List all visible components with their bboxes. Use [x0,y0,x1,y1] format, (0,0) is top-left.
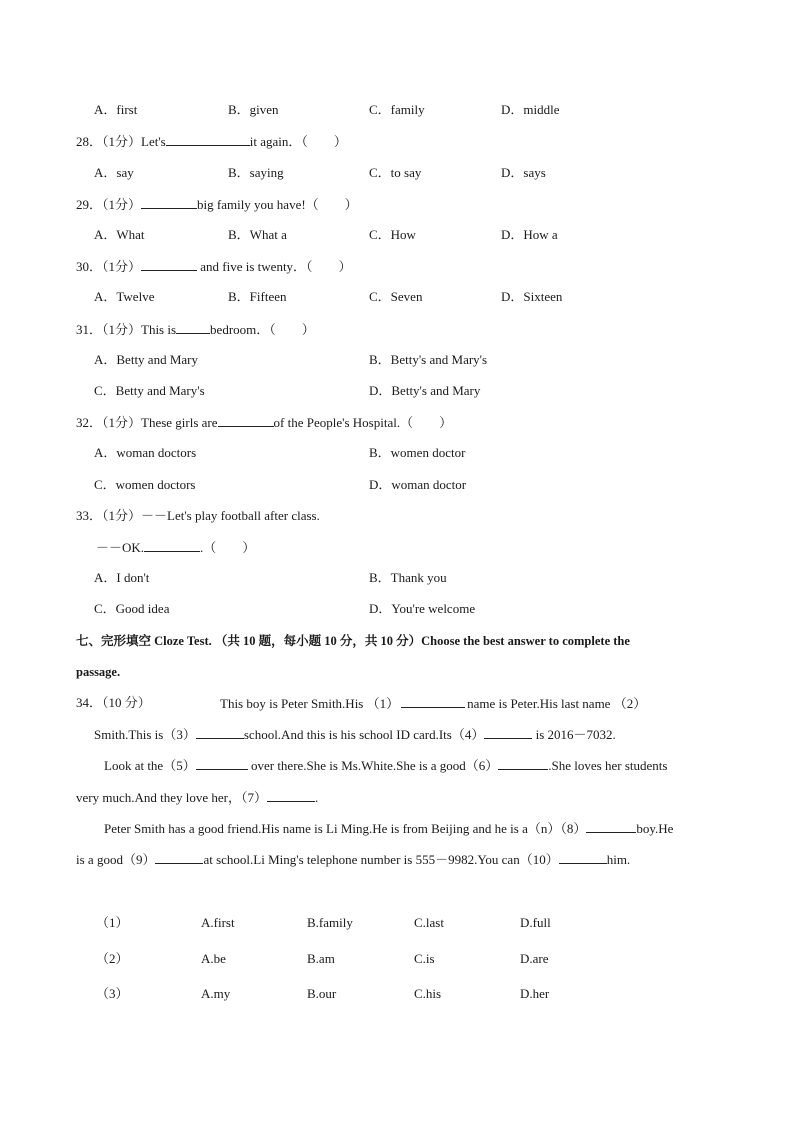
question-33-reply [96,539,255,556]
q29-option-a: A．What [94,227,145,242]
passage-text: name is Peter.His last name （2） [467,696,647,711]
answer-blank [141,258,197,271]
answer-option-b: B.our [307,986,337,1001]
q27-option-b: B．given [228,102,279,117]
question-33: 33．（1分）－－Let's play football after class. [76,508,320,523]
section-7-heading: 七、完形填空 Cloze Test. （共 10 题，每小题 10 分，共 10 分）Choose the best answer to complete the [76,634,630,648]
q34-line-6 [76,851,630,868]
question-29-stem: 29．（1分） [76,197,142,212]
q33-option-d: D．You're welcome [369,601,476,616]
passage-text: .She loves her students [548,758,668,773]
q27-option-c: C．family [369,102,425,117]
q31-option-a: A．Betty and Mary [94,352,198,367]
answer-option-c: C.is [414,951,435,966]
answer-blank [166,133,250,146]
q34-line-5 [104,820,673,837]
answer-row-number: （1） [96,915,129,930]
passage-text: . [314,790,319,805]
q34-number: 34．（10 分） [76,695,151,710]
question-33-reply-text: －－OK. [96,540,145,555]
answer-blank [586,820,636,833]
q30-option-b: B．Fifteen [228,289,287,304]
answer-option-d: D.full [520,915,551,930]
answer-option-a: A.be [201,951,226,966]
answer-row-number: （2） [96,951,129,966]
q34-line-4 [76,789,318,806]
passage-text: This boy is Peter Smith.His （1） [220,696,400,711]
answer-blank [196,757,248,770]
q28-option-a: A．say [94,165,134,180]
answer-option-b: B.family [307,915,353,930]
answer-blank [176,321,210,334]
passage-text: boy.He [636,821,674,836]
q34-line-2 [94,726,616,743]
q34-line-1 [76,695,151,711]
answer-blank [155,851,203,864]
q34-line-1-text [220,695,646,712]
section-7-heading-cont: passage. [76,665,121,679]
answer-option-a: A.first [201,915,235,930]
answer-option-d: D.are [520,951,549,966]
question-30-tail: and five is twenty．（ ） [197,259,352,274]
answer-blank [196,726,244,739]
passage-text: school.And this is his school ID card.Its（4） [243,727,485,742]
q31-option-b: B．Betty's and Mary's [369,352,488,367]
answer-blank [267,789,315,802]
passage-text: Look at the（5） [104,758,196,773]
q33-option-c: C．Good idea [94,601,170,616]
question-32 [76,414,452,431]
answer-blank [401,695,465,708]
answer-blank [484,726,532,739]
q27-option-d: D．middle [501,102,560,117]
passage-text: very much.And they love her，（7） [76,790,267,805]
answer-option-a: A.my [201,986,231,1001]
q33-option-b: B．Thank you [369,570,447,585]
q31-option-c: C．Betty and Mary's [94,383,205,398]
passage-text: is 2016－7032. [532,727,616,742]
answer-row-number: （3） [96,986,129,1001]
q29-option-d: D．How a [501,227,558,242]
answer-option-b: B.am [307,951,335,966]
q29-option-c: C．How [369,227,416,242]
q28-option-c: C．to say [369,165,422,180]
passage-text: Smith.This is（3） [94,727,196,742]
passage-text: over there.She is Ms.White.She is a good（6） [247,758,499,773]
question-31-stem: 31．（1分）This is [76,322,177,337]
question-29-tail: big family you have!（ ） [197,197,358,212]
question-31-tail: bedroom．（ ） [210,322,315,337]
q32-option-a: A．woman doctors [94,445,197,460]
q27-option-a: A．first [94,102,138,117]
passage-text: him. [606,852,631,867]
question-32-tail: of the People's Hospital.（ ） [273,415,453,430]
q28-option-d: D．says [501,165,546,180]
q30-option-a: A．Twelve [94,289,155,304]
answer-blank [498,757,548,770]
q29-option-b: B．What a [228,227,287,242]
question-30-stem: 30．（1分） [76,259,142,274]
q32-option-d: D．woman doctor [369,477,467,492]
q30-option-c: C．Seven [369,289,423,304]
answer-blank [141,196,197,209]
question-32-stem: 32．（1分）These girls are [76,415,218,430]
answer-blank [218,414,274,427]
question-28 [76,133,347,150]
question-28-stem: 28．（1分）Let's [76,134,166,149]
answer-option-d: D.her [520,986,550,1001]
passage-text: is a good（9） [76,852,156,867]
question-33-tail: .（ ） [200,540,256,555]
q33-option-a: A．I don't [94,570,150,585]
q30-option-d: D．Sixteen [501,289,563,304]
answer-option-c: C.his [414,986,442,1001]
q31-option-d: D．Betty's and Mary [369,383,481,398]
q34-line-3 [104,757,667,774]
question-31 [76,321,315,338]
q32-option-b: B．women doctor [369,445,466,460]
answer-option-c: C.last [414,915,444,930]
question-28-tail: it again．（ ） [249,134,347,149]
q32-option-c: C．women doctors [94,477,196,492]
q28-option-b: B．saying [228,165,284,180]
answer-blank [144,539,200,552]
passage-text: Peter Smith has a good friend.His name is Li Ming.He is from Beijing and he is a（n）（8） [104,821,587,836]
question-30 [76,258,352,275]
answer-blank [559,851,607,864]
question-29 [76,196,358,213]
passage-text: at school.Li Ming's telephone number is 555－9982.You can（10） [203,852,559,867]
